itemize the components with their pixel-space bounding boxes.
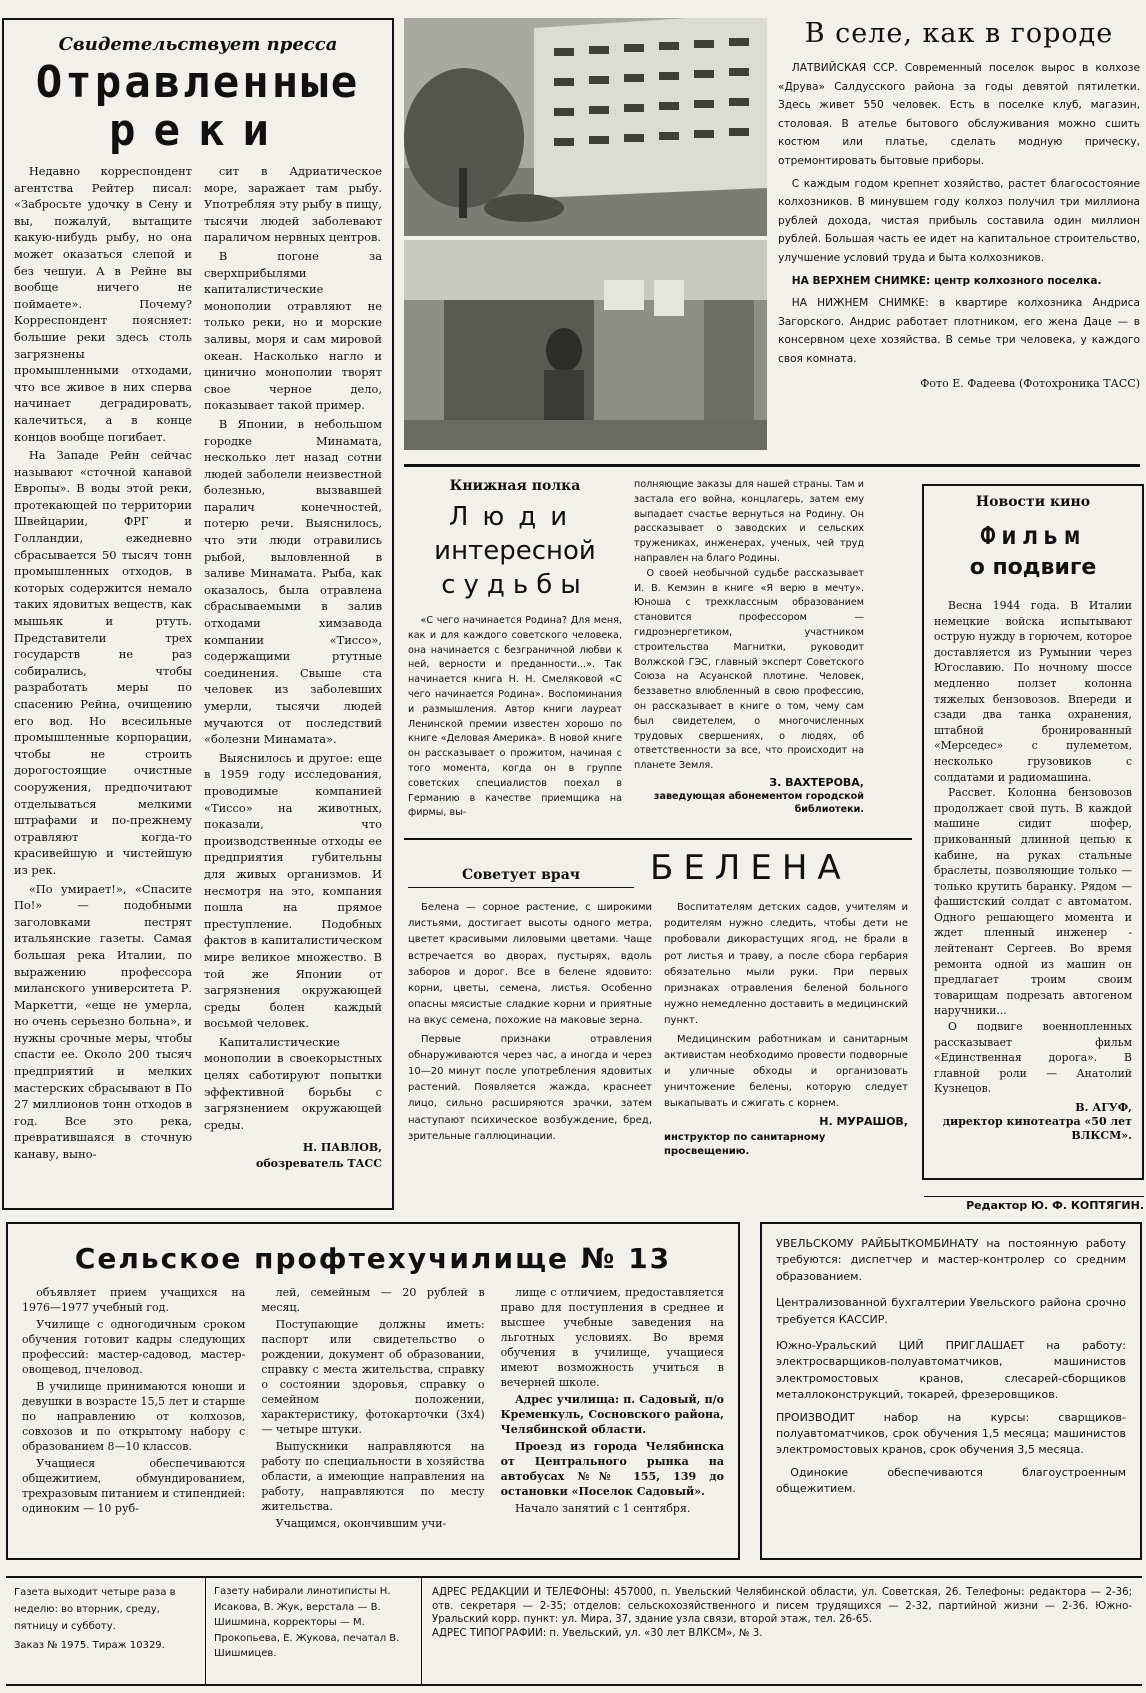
village-paragraph: С каждым годом крепнет хозяйство, растет благосостояние колхозников. В минувшем году колхоз получил три миллиона рублей дохода, чистая прибыль составила один миллион рублей. Большая часть ее идет на капитальное строительство, улучшение условий труда и быта колхозников. xyxy=(778,177,1140,264)
classified-ad: ПРОИЗВОДИТ набор на курсы: сварщиков-полуавтоматчиков, срок обучения 1,5 месяца; машинистов электромостовых кранов, срок обучения 3,5 месяца. xyxy=(776,1410,1126,1457)
author-title: директор кинотеатра «50 лет ВЛКСМ». xyxy=(942,1115,1132,1142)
school-transport: Проезд из города Челябинска от Центрального рынка на автобусах №№ 155, 139 до остановки «Поселок Садовый». xyxy=(500,1440,724,1498)
article-paragraph: Капиталистические монополии в своекорыстных целях саботируют попытки эффективной борьбы с загрязнением окружающей среды. xyxy=(204,1034,382,1132)
article-paragraph: В погоне за сверхприбылями капиталистические монополии отравляют не только реки, но и морские заливы, моря и сам мировой океан. Насколько нагло и цинично монополии творят свое черное дело, показывает такой пример. xyxy=(204,248,382,413)
photo-caption-bottom: НА НИЖНЕМ СНИМКЕ: в квартире колхозника Андриса Загорского. Андрис работает плотником, его жена Даце — в консервном цехе хозяйства. В семье три человека, у каждого своя комната. xyxy=(778,297,1140,365)
article-henbane xyxy=(408,848,908,1210)
classified-ad: Южно-Уральский ЦИЙ ПРИГЛАШАЕТ на работу: электросварщиков-полуавтоматчиков, машинистов электромостовых кранов, слесарей-сборщиков металлоконструкций, токарей, фрезеровщиков. xyxy=(776,1339,1126,1402)
doctor-title: БЕЛЕНА xyxy=(650,848,851,888)
film-paragraph: Рассвет. Колонна бензовозов продолжает свой путь. В каждой машине сидит шофер, прикованный длинной цепью к кабине, на руках стальные браслеты, позволяющие только — только крутить баранку. Рядом — фашистский солдат с автоматом. Одного решающего момента и ждет пленный инженер - лейтенант Сергеев. Во время ремонта одной из машин он предлагает троим своим товарищам подрезать автогеном наручники... xyxy=(934,786,1132,1018)
film-paragraph: Весна 1944 года. В Италии немецкие войска испытывают острую нужду в горючем, которое доставляется из Румынии через Югославию. По ночному шоссе медленно ползет колонна тяжелых бензовозов. Впереди и сзади два танка охранения, штабной бронированный «Мерседес» с пулеметом, несколько грузовиков с солдатами и радиомашина. xyxy=(934,599,1132,784)
article-paragraph: В Японии, в небольшом городке Минамата, несколько лет назад сотни людей заболели неизвестной болезнью, вызвавшей паралич конечностей, потерю речи. Выяснилось, что эти люди отравились рыбой, выловленной в заливе Минамата. Рыба, как оказалось, была отравлена сбрасываемыми в залив отходами химзавода компании «Тиссо», содержащими ртутные соединения. Свыше ста человек из заболевших умерли, тысячи людей мучаются от последствий «болезни Минамата». xyxy=(204,416,382,747)
article-film xyxy=(922,484,1144,1180)
imprint xyxy=(6,1576,1142,1686)
photo-caption-top: НА ВЕРХНЕМ СНИМКЕ: центр колхозного поселка. xyxy=(791,274,1102,287)
divider xyxy=(404,838,912,840)
books-column-2b: О своей необычной судьбе рассказывает И. В. Кемзин в книге «Я верю в мечту». Юноша с трехклассным образованием становится профессором — гидроэнергетиком, участником строительства Магнитки, руководит Волжской ГЭС, главный эксперт Советского Союза на Асуанской плотине. Человек, беззаветно влюбленный в свою профессию, он рассказывает в книге о том, чему сам был свидетелем, о многочисленных трудовых свершениях, о людях, об ответственности за все, что происходит на планете Земля. xyxy=(634,567,864,772)
school-paragraph: Учащимся, окончившим учи- xyxy=(275,1517,447,1530)
article-paragraph: На Западе Рейн сейчас называют «сточной канавой Европы». В воды этой реки, протекающей по территории Швейцарии, ФРГ и Голландии, ежедневно сбрасывается 50 тысяч тонн промышленных отходов, в которых содержится немало таких ядовитых веществ, как мышьяк и ртуть. Представители трех государств не раз собирались, чтобы разработать меры по спасению Рейна, очищению его вод. Но всесильные промышленные корпорации, чтобы не строить дорогостоящие очистные сооружения, предпочитают отделываться мелкими штрафами и по-прежнему отравляют когда-то красивейшую и чистейшую из рек. xyxy=(14,448,192,877)
classified-ad: Централизованной бухгалтерии Увельского района срочно требуется КАССИР. xyxy=(776,1296,1126,1326)
author-title: заведующая абонементом городской библиотеки. xyxy=(653,790,864,815)
school-paragraph: Выпускники направляются на работу по специальности в хозяйства области, а имеющие направления на работу, направляются по месту жительства. xyxy=(261,1440,485,1513)
photo-credit: Фото Е. Фадеева (Фотохроника ТАСС) xyxy=(920,376,1140,390)
doctor-paragraph: Белена — сорное растение, с широкими листьями, достигает высоты одного метра, цветет красивыми лиловыми цветами. Чаще встречается во дворах, пустырях, вдоль заборов и дорог. Все в белене ядовито: корни, цветы, семена, листья. Особенно опасны мясистые сладкие корни и приятные на вкус семена, похожие на маковые зерна. xyxy=(408,902,652,1027)
books-column-2: полняющие заказы для нашей страны. Там и застала его война, концлагерь, затем ему выпадает счастье вернуться на Родину. Он рассказывает о заводских и сельских тружениках, инженерах, ученых, чей труд направлен на благо Родины. xyxy=(634,479,864,564)
school-paragraph: Учащиеся обеспечиваются общежитием, обмундированием, трехразовым питанием и стипендией: одиноким — 10 руб- xyxy=(22,1457,246,1515)
editorial-address: АДРЕС РЕДАКЦИИ И ТЕЛЕФОНЫ: 457000, п. Увельский Челябинской области, ул. Советская, 26. Телефоны: редактора — 2-36; отв. секретаря — 2-35; отделов: сельскохозяйственного и писем трудящихся — 2-32, партийной жизни — 2-36. Южно-Уральский корр. пункт: ул. Мира, 37, здание узла связи, второй этаж, тел. 26-65. xyxy=(432,1587,1132,1626)
ad-classifieds xyxy=(760,1222,1142,1560)
printing-address: АДРЕС ТИПОГРАФИИ: п. Увельский, ул. «30 лет ВЛКСМ», № 3. xyxy=(432,1627,763,1639)
article-paragraph: Выяснилось и другое: еще в 1959 году исследования, проводимые компанией «Тиссо» на животных, показали, что производственные отходы ее предприятия губительны для живых организмов. И несмотря на это, компания пошла на прямое преступление. Подобных фактов в капиталистическом мире великое множество. В той же Японии от загрязнения окружающей среды болен каждый восьмой человек. xyxy=(204,750,382,1031)
doctor-paragraph: Воспитателям детских садов, учителям и родителям нужно следить, чтобы дети не пробовали дикорастущих ягод, не брали в рот листья и траву, а после сбора гербария обязательно мыли руки. При первых признаках отравления беленой больного нужно немедленно доставить в медицинский пункт. xyxy=(664,902,908,1027)
film-kicker: Новости кино xyxy=(975,494,1091,510)
classified-ad: Одинокие обеспечиваются благоустроенным общежитием. xyxy=(776,1465,1126,1496)
author-title: инструктор по санитарному просвещению. xyxy=(664,1131,826,1157)
books-kicker: Книжная полка xyxy=(449,478,581,494)
school-paragraph: Училище с одногодичным сроком обучения готовит кадры следующих профессий: мастер-садовод, мастер-овощевод, пчеловод. xyxy=(22,1318,246,1376)
typesetting-credits: Газету набирали линотиписты Н. Исакова, В. Жук, верстала — В. Шишмина, корректоры — М. Прокопьева, Е. Жукова, печатал В. Шишмицев. xyxy=(214,1586,400,1660)
author-name: Н. ПАВЛОВ, xyxy=(302,1141,382,1155)
article-paragraph: сит в Адриатическое море, заражает там рыбу. Употребляя эту рыбу в пищу, тысячи людей заболевают параличом нервных центров. xyxy=(204,164,382,245)
school-paragraph: объявляет прием учащихся на 1976—1977 учебный год. xyxy=(22,1286,246,1314)
school-paragraph: лище с отличием, предоставляется право для поступления в среднее и высшее учебные заведения на льготных условиях. Во время обучения в училище, учащиеся имеют возможность учиться в вечерней школе. xyxy=(500,1286,724,1389)
article-paragraph: «По умирает!», «Спасите По!» — подобными заголовками пестрят итальянские газеты. Самая большая река Италии, по выражению профессора миланского университета Р. Маркетти, «еще не умерла, но очень серьезно больна», и нужны срочные меры, чтобы спасти ее. Около 200 тысяч предприятий и мелких мастерских сбрасывают в По 27 миллионов тонн отходов в год. Все это река, превратившаяся в сточную канаву, выно- xyxy=(14,881,192,1162)
village-title: В селе, как в городе xyxy=(804,18,1114,49)
article-poisoned-rivers xyxy=(2,18,394,1210)
school-title: Сельское профтехучилище № 13 xyxy=(74,1242,672,1275)
editor-line: Редактор Ю. Ф. КОПТЯГИН. xyxy=(924,1196,1144,1212)
film-title-line2: о подвиге xyxy=(969,555,1097,580)
photo-apartment-interior xyxy=(404,240,767,450)
article-column-1 xyxy=(14,163,192,1211)
author-title: обозреватель ТАСС xyxy=(255,1157,382,1171)
article-title-line1: Отравленные xyxy=(35,57,361,108)
film-title-line1: Фильм xyxy=(980,521,1086,550)
article-title-line2: реки xyxy=(109,105,287,156)
school-paragraph: Поступающие должны иметь: паспорт или свидетельство о рождении, документ об образовании, справку с места жительства, справку о состоянии здоровья, справку о семейном положении, характеристику, фотокарточки (3х4) — четыре штуки. xyxy=(261,1318,485,1436)
publication-schedule: Газета выходит четыре раза в неделю: во вторник, среду, пятницу и субботу. xyxy=(14,1587,176,1632)
school-paragraph: Начало занятий с 1 сентября. xyxy=(514,1502,691,1515)
divider xyxy=(404,464,1140,467)
author-name: Н. МУРАШОВ, xyxy=(819,1114,908,1128)
article-books xyxy=(408,478,908,828)
article-title xyxy=(14,59,382,155)
books-title xyxy=(408,500,622,602)
article-village xyxy=(778,18,1140,456)
school-paragraph: В училище принимаются юноши и девушки в возрасте 15,5 лет и старше по направлению от колхозов, совхозов и по открытому набору с образованием 8—10 классов. xyxy=(22,1380,246,1453)
school-paragraph: лей, семейным — 20 рублей в месяц. xyxy=(261,1286,485,1314)
doctor-kicker: Советует врач xyxy=(408,867,634,888)
books-title-line1: Люди xyxy=(448,502,582,532)
author-name: В. АГУФ, xyxy=(1075,1101,1132,1114)
photo-village-center xyxy=(404,18,767,236)
books-column-1: «С чего начинается Родина? Для меня, как и для каждого советского человека, она начинается с безграничной любви к ней, верности и преданности...». Так начинается книга Н. Н. Смеляковой «С чего начинается Родина». Воспоминания и размышления. Автор книги лауреат Ленинской премии известен хорошо по книге «Деловая Америка». В новой книге он рассказывает о прожитом, начиная с того момента, когда он в группе советских специалистов поехал в Германию в качестве приемщика на фирмы, вы- xyxy=(408,615,622,819)
article-paragraph: Недавно корреспондент агентства Рейтер писал: «Забросьте удочку в Сену и вы, пожалуй, вытащите какую-нибудь рыбу, но она может оказаться слепой и без чешуи. А в Рейне вы вообще ничего не поймаете». Почему? Корреспондент поясняет: большие реки здесь столь загрязнены промышленными отходами, что все живое в них сперва начинает деградировать, калечиться, а в конце концов вообще погибает. xyxy=(14,164,192,444)
film-title xyxy=(934,520,1132,584)
article-column-2 xyxy=(204,163,382,1211)
village-paragraph: ЛАТВИЙСКАЯ ССР. Современный поселок вырос в колхозе «Друва» Салдусского района за годы девятой пятилетки. Здесь живет 550 человек. Есть в поселке клуб, магазин, столовая. В ателье бытового обслуживания можно сшить костюм или платье, сделать модную прическу, отремонтировать бытовые приборы. xyxy=(778,62,1140,167)
author-name: З. ВАХТЕРОВА, xyxy=(769,775,864,789)
classified-ad: УВЕЛЬСКОМУ РАЙБЫТКОМБИНАТУ на постоянную работу требуются: диспетчер и мастер-контролер со средним образованием. xyxy=(776,1237,1126,1283)
books-title-line3: судьбы xyxy=(441,570,589,600)
ad-vocational-school xyxy=(6,1222,740,1560)
print-run: Заказ № 1975. Тираж 10329. xyxy=(14,1640,165,1651)
article-kicker: Свидетельствует пресса xyxy=(58,34,338,55)
books-title-line2: интересной xyxy=(434,536,596,566)
doctor-paragraph: Медицинским работникам и санитарным активистам необходимо провести подворные и уличные обходы и организовать уничтожение белены, которую следует выкапывать и сжигать с корнем. xyxy=(664,1033,908,1110)
film-paragraph: О подвиге военнопленных рассказывает фильм «Единственная дорога». В главной роли — Анатолий Кузнецов. xyxy=(934,1020,1132,1096)
doctor-paragraph: Первые признаки отравления обнаруживаются через час, а иногда и через 10—20 минут после употребления ядовитых растений. Появляется жажда, краснеет лицо, сильно расширяются зрачки, затем наступают психическое возбуждение, бред, зрительные галлюцинации. xyxy=(408,1033,652,1142)
school-address: Адрес училища: п. Садовый, п/о Кременкуль, Сосновского района, Челябинской области. xyxy=(500,1393,724,1436)
